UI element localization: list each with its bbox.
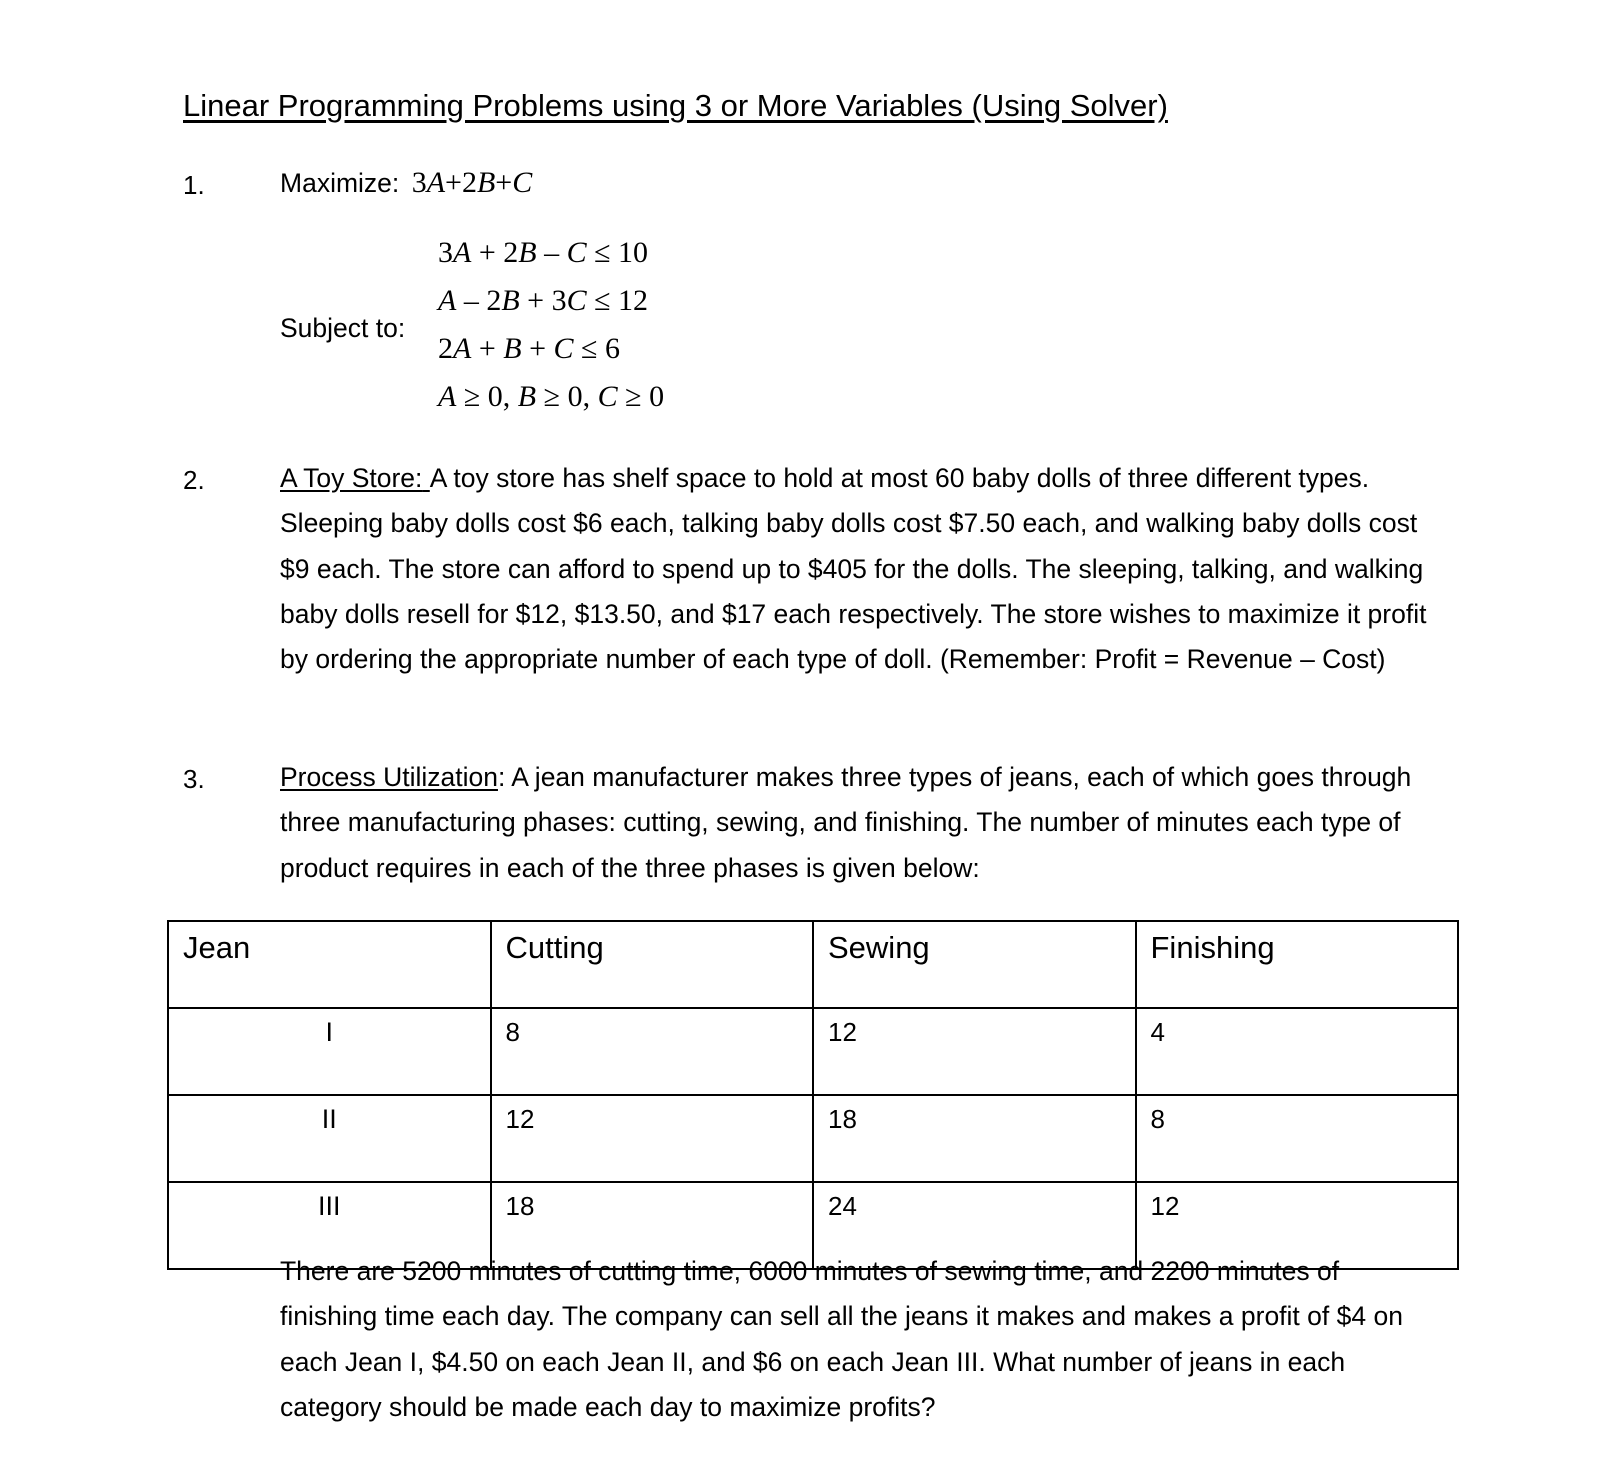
problem-2-body: A toy store has shelf space to hold at most 60 baby dolls of three different types. Sleeping baby dolls cost $6 each, talking baby dolls cost $7.50 each, and walking baby dolls cost $9 each. The store can afford to spend up to $405 for the dolls. The sleeping, talking, and walking baby dolls resell for $12, $13.50, and $17 each respectively. The store wishes to maximize it profit by ordering the appropriate number of each type of doll. (Remember: Profit = Revenue – Cost) [280,463,1427,675]
table-header: Jean [168,921,491,1008]
problem-3-text [280,755,1440,891]
table-cell: 18 [491,1182,814,1269]
table-cell: 12 [1136,1182,1459,1269]
problem-3-closing-text: There are 5200 minutes of cutting time, 6000 minutes of sewing time, and 2200 minutes of finishing time each day. The company can sell all the jeans it makes and makes a profit of $4 on each Jean I, $4.50 on each Jean II, and $6 on each Jean III. What number of jeans in each category should be made each day to maximize profits? [280,1256,1403,1422]
problem-2-number: 2. [183,465,205,495]
jean-phase-table [167,920,1459,1270]
objective-label: Maximize: [280,168,400,198]
table-header: Sewing [813,921,1136,1008]
table-header: Cutting [491,921,814,1008]
table-cell: 12 [813,1008,1136,1095]
table-cell: III [168,1182,491,1269]
subject-to-label: Subject to: [280,313,406,343]
table-cell: 18 [813,1095,1136,1182]
table-cell: 4 [1136,1008,1459,1095]
table-header-row [168,921,1458,1008]
objective [280,166,532,200]
problem-2-text [280,456,1440,682]
problem-3-number: 3. [183,764,205,794]
table-row [168,1008,1458,1095]
table-cell: 8 [1136,1095,1459,1182]
problem-1-number: 1. [183,170,205,200]
table-row [168,1095,1458,1182]
table-cell: I [168,1008,491,1095]
table-cell: 8 [491,1008,814,1095]
constraint-2: A – 2B + 3C ≤ 12 [438,284,649,317]
table-cell: 12 [491,1095,814,1182]
page-title: Linear Programming Problems using 3 or More Variables (Using Solver) [183,88,1168,123]
problem-3-intro: : A jean manufacturer makes three types of jeans, each of which goes through three manufacturing phases: cutting, sewing, and finishing. The number of minutes each type of product requires in each of the three phases is given below: [280,762,1412,883]
objective-expression: 3A+2B+C [411,166,533,199]
constraint-nonnegativity: A ≥ 0, B ≥ 0, C ≥ 0 [438,380,665,413]
constraint-3: 2A + B + C ≤ 6 [438,332,620,365]
problem-3-heading: Process Utilization [280,762,498,792]
problem-2-heading: A Toy Store: [280,463,423,493]
constraint-1: 3A + 2B – C ≤ 10 [438,236,649,269]
table-header: Finishing [1136,921,1459,1008]
table-cell: 24 [813,1182,1136,1269]
table-cell: II [168,1095,491,1182]
